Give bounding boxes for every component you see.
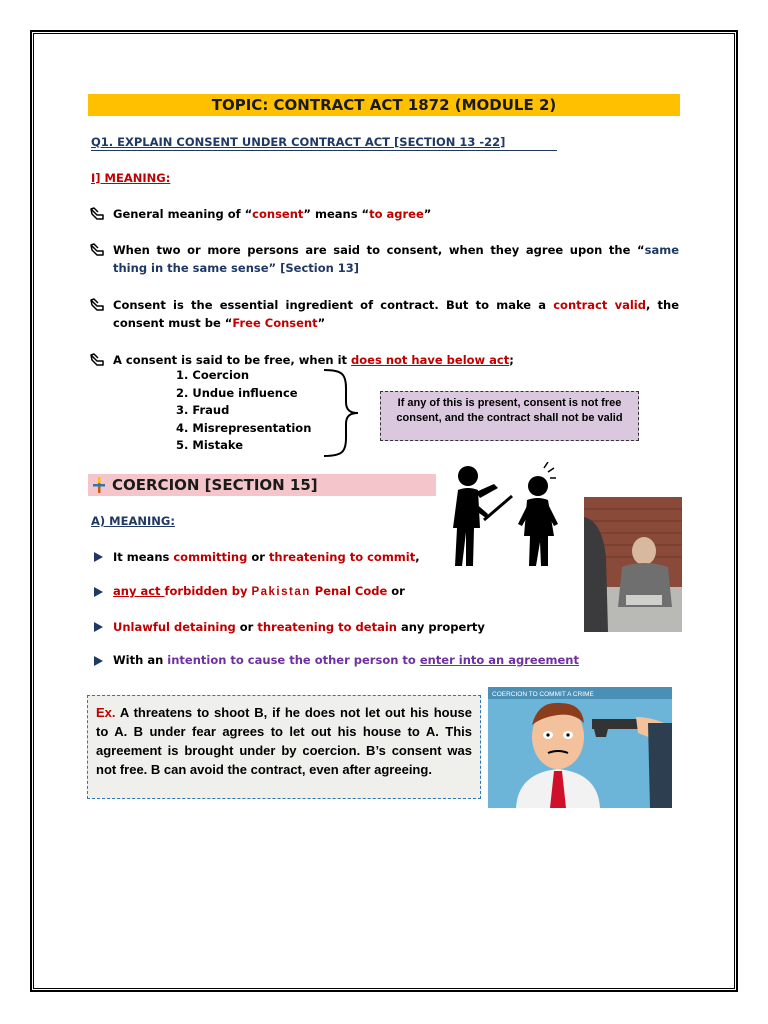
example-box <box>87 695 481 799</box>
threat-illustration <box>444 462 574 568</box>
text-free-consent: Free Consent <box>232 316 318 330</box>
text-agreement: enter into an agreement <box>419 653 579 667</box>
text: or <box>235 620 258 634</box>
text-below-act: does not have below act <box>351 353 510 367</box>
text-unlawful: Unlawful detaining <box>113 620 236 634</box>
text-contract-valid: contract valid <box>553 298 646 312</box>
acts-list <box>176 367 311 455</box>
text: ” means “ <box>303 207 370 221</box>
example-label: Ex. <box>96 705 116 720</box>
text: When two or more persons are said to consent, when they agree upon the “ <box>113 243 645 257</box>
text-consent: consent <box>252 207 304 221</box>
text-pakistan: Pakistan <box>251 586 311 598</box>
curly-brace-icon <box>320 368 364 458</box>
page-title: TOPIC: CONTRACT ACT 1872 (MODULE 2) <box>211 96 557 114</box>
text: ; <box>509 353 514 367</box>
text: ” <box>423 207 432 221</box>
list-item: 5. Mistake <box>176 438 244 452</box>
triangle-bullet-icon <box>94 656 103 666</box>
hand-pointer-icon <box>89 242 105 258</box>
triangle-bullet-icon <box>94 622 103 632</box>
text-penal-code: Penal Code <box>310 584 388 598</box>
text: , <box>415 550 420 564</box>
question-heading <box>91 135 557 151</box>
hand-pointer-icon <box>89 206 105 222</box>
triangle-bullet-icon <box>94 552 103 562</box>
bullet-section-13 <box>113 241 679 277</box>
text: General meaning of “ <box>113 207 253 221</box>
text-threatening-detain: threatening to detain <box>257 620 397 634</box>
bullet-consent-meaning <box>113 205 679 223</box>
text: , the consent must be “ <box>113 298 679 330</box>
point-committing <box>113 549 420 565</box>
cartoon-caption: COERCION TO COMMIT A CRIME <box>492 691 594 698</box>
text-intention: intention to cause the other person to <box>167 653 420 667</box>
text-threatening: threatening to commit <box>268 550 416 564</box>
text-committing: committing <box>173 550 248 564</box>
text-section-13: ” [Section 13] <box>268 261 360 275</box>
text: It means <box>113 550 174 564</box>
list-item: 4. Misrepresentation <box>176 420 312 435</box>
text: or <box>247 550 269 564</box>
text-to-agree: to agree <box>369 207 424 221</box>
list-item: 3. Fraud <box>176 403 230 417</box>
point-penal-code <box>113 583 405 600</box>
text: Consent is the essential ingredient of contract. But to make a <box>113 298 554 312</box>
hand-pointer-icon <box>89 352 105 368</box>
text-forbidden: forbidden by <box>164 584 252 598</box>
text: A consent is said to be free, when it <box>113 353 352 367</box>
point-detaining <box>113 619 485 635</box>
text-any-act: any act <box>113 584 165 598</box>
section-heading: COERCION [SECTION 15] <box>112 476 318 494</box>
flag-cross-icon <box>91 476 107 494</box>
text: or <box>387 584 405 598</box>
gun-threat-cartoon <box>488 687 672 808</box>
point-intention <box>113 652 579 668</box>
triangle-bullet-icon <box>94 587 103 597</box>
hand-pointer-icon <box>89 297 105 313</box>
bullet-essential-ingredient <box>113 296 679 332</box>
text: ” <box>317 316 326 330</box>
text: any property <box>396 620 485 634</box>
meaning-a-heading: A) MEANING: <box>91 514 175 528</box>
question-text: Q1. EXPLAIN CONSENT UNDER CONTRACT ACT [SECTION 13 -22] <box>91 135 506 149</box>
meaning-heading: I] MEANING: <box>91 171 171 185</box>
note-box: If any of this is present, consent is not free consent, and the contract shall not be valid <box>380 391 639 441</box>
list-item: 2. Undue influence <box>176 385 298 400</box>
list-item: 1. Coercion <box>176 368 250 382</box>
text-same-sense: same thing in the same sense <box>113 243 679 275</box>
example-text: A threatens to shoot B, if he does not let out his house to A. B under fear agrees to let out his house to A. This agreement is brought under by coercion. B’s consent was not free. B can avoid the contract, even after agreeing. <box>96 705 472 777</box>
text: With an <box>113 653 168 667</box>
coercion-photo <box>584 497 682 632</box>
